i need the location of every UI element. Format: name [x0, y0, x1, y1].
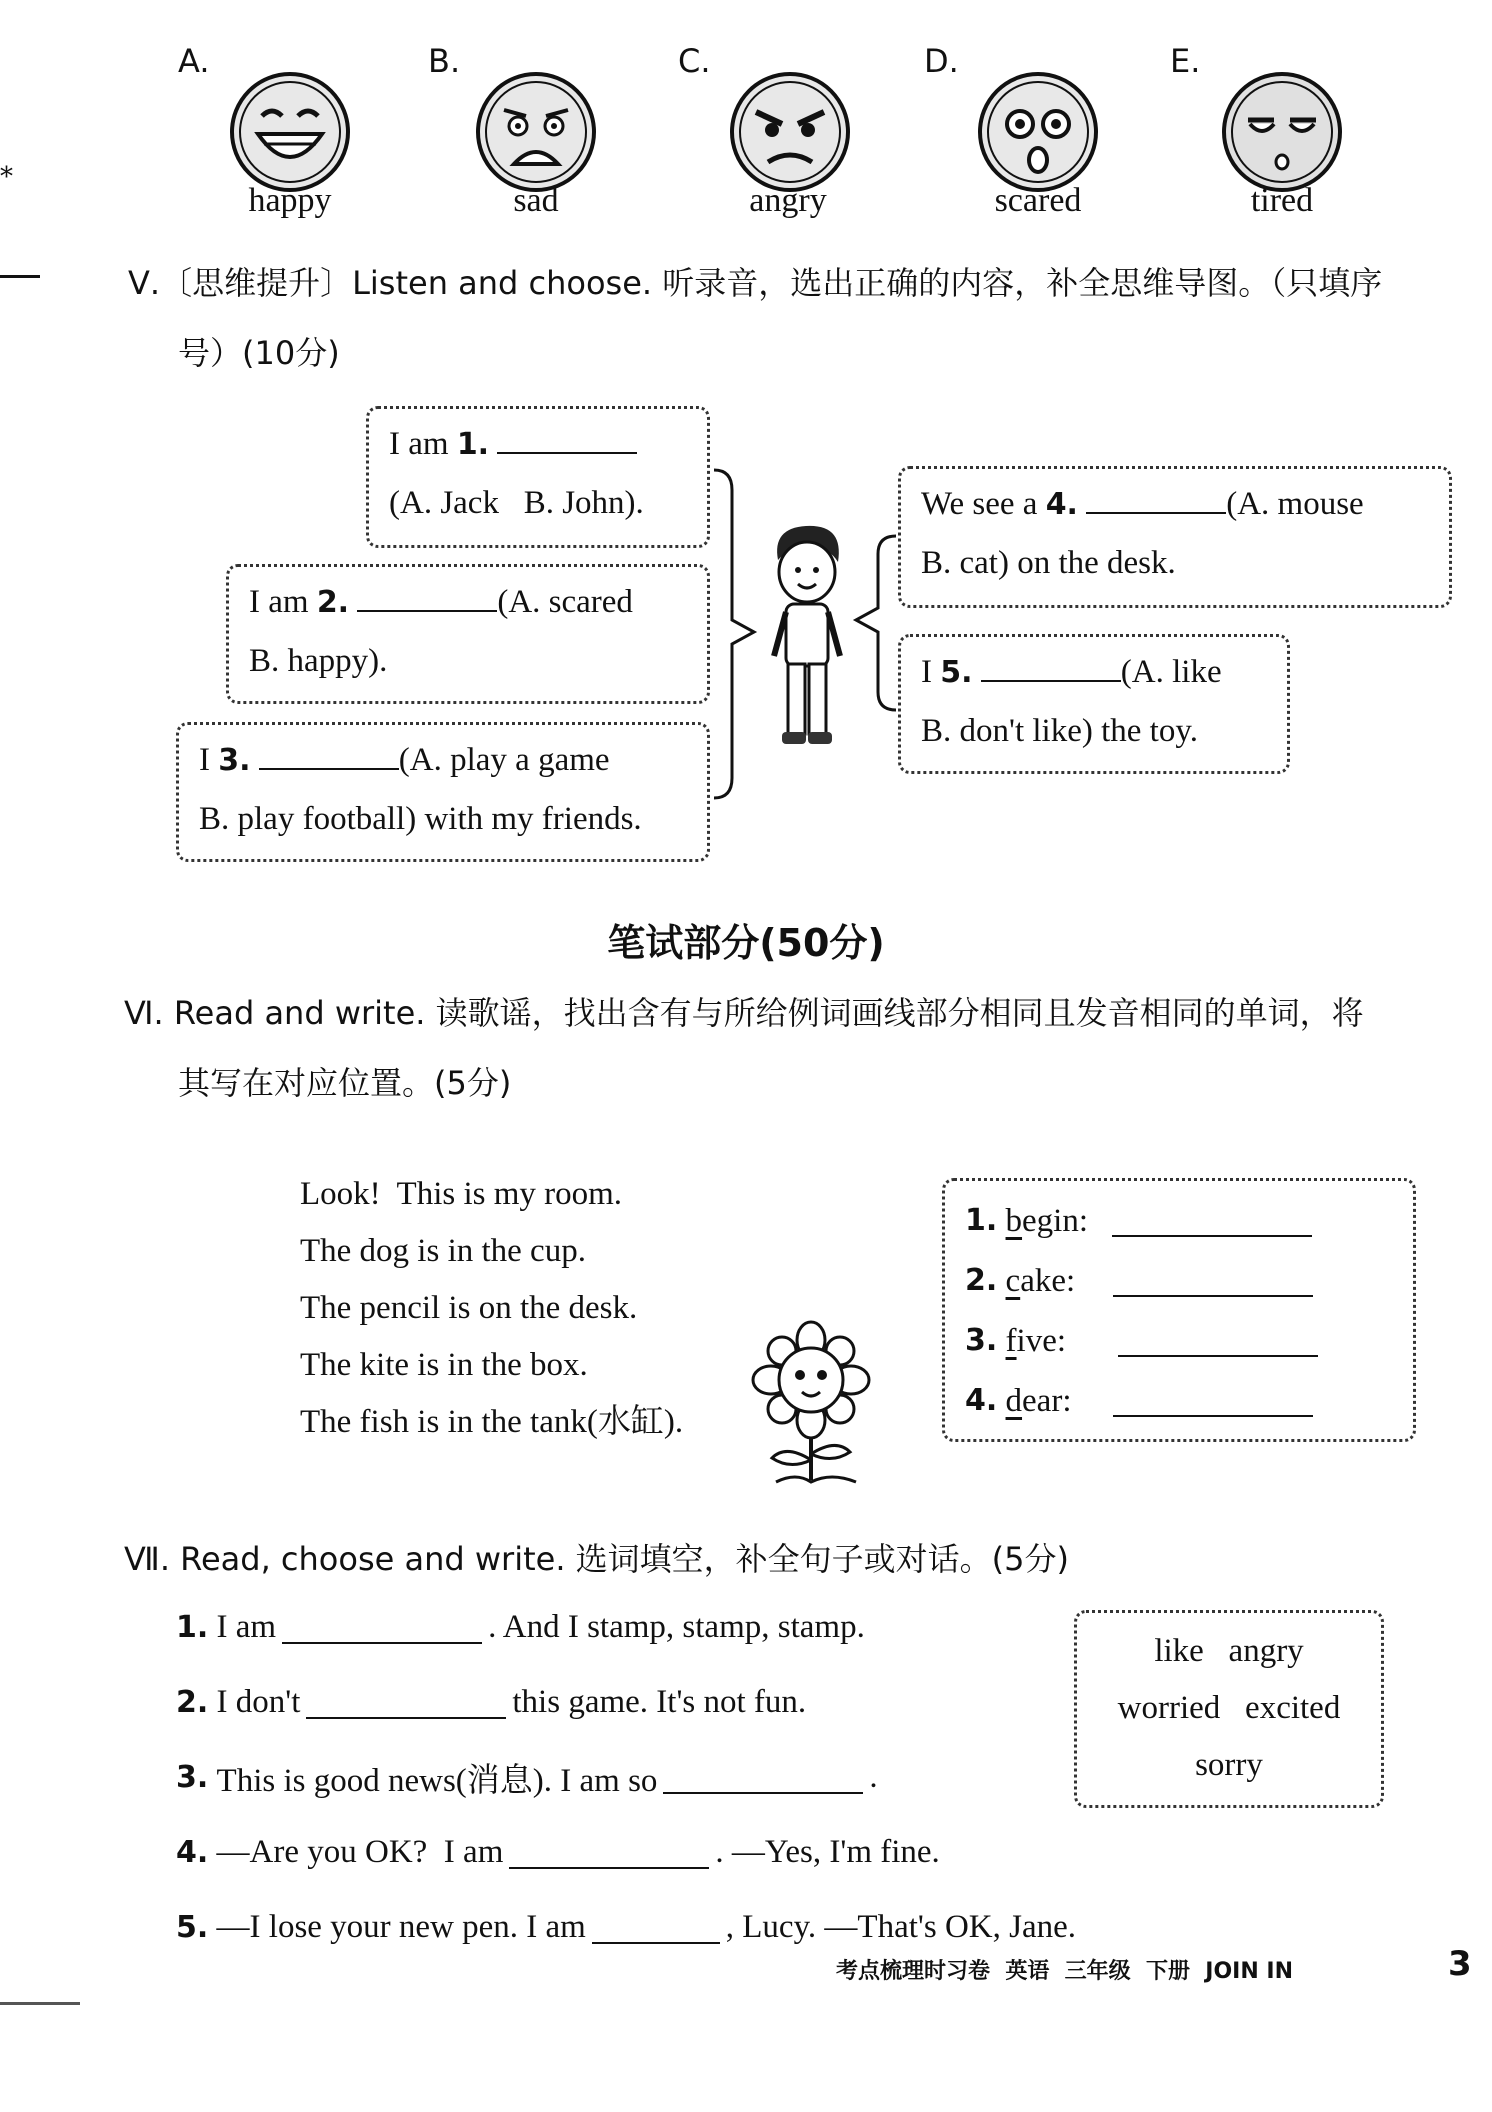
face-label-angry: angry: [749, 182, 827, 219]
face-letter-a: A.: [178, 42, 210, 80]
fill-blank-2[interactable]: [306, 1687, 506, 1719]
margin-dash-bottom: [0, 2002, 80, 2005]
scared-face-icon: [976, 70, 1100, 194]
section5-title-line2: 号）(10分): [178, 334, 340, 372]
exercise-3: 3. This is good news(消息). I am so .: [176, 1759, 878, 1799]
mindmap-box-3: I 3. (A. play a game B. play football) with my friends.: [176, 722, 710, 862]
face-letter-d: D.: [924, 42, 959, 80]
margin-mark: *: [0, 162, 13, 192]
fill-blank-5[interactable]: [592, 1912, 720, 1944]
page-number: 3: [1448, 1944, 1472, 1984]
answer-line-3[interactable]: [1118, 1325, 1318, 1357]
poem-line-4: The kite is in the box.: [300, 1347, 588, 1383]
face-label-happy: happy: [248, 182, 332, 219]
poem-line-3: The pencil is on the desk.: [300, 1290, 638, 1326]
word-bank-row-2: worried excited: [1117, 1690, 1341, 1726]
face-label-scared: scared: [994, 182, 1082, 219]
mindmap-box-5: I 5. (A. like B. don't like) the toy.: [898, 634, 1290, 774]
section6-title-line2: 其写在对应位置。(5分): [178, 1064, 512, 1102]
poem-line-5: The fish is in the tank(水缸).: [300, 1404, 684, 1440]
mindmap-box-2: I am 2. (A. scared B. happy).: [226, 564, 710, 704]
exercise-2: 2. I don't this game. It's not fun.: [176, 1684, 807, 1720]
tired-face-icon: [1220, 70, 1344, 194]
mindmap-box-4: We see a 4. (A. mouse B. cat) on the desk.: [898, 466, 1452, 608]
answer-row-1: 1. b egin:: [965, 1191, 1393, 1251]
chant-poem: [300, 1166, 760, 1451]
face-letter-c: C.: [678, 42, 711, 80]
happy-face-icon: [228, 70, 352, 194]
margin-dash: [0, 275, 40, 278]
word-bank: [1074, 1610, 1384, 1808]
faces-row: [0, 30, 1492, 230]
answer-blank-2[interactable]: [357, 580, 497, 612]
face-label-tired: tired: [1250, 182, 1314, 219]
exercise-4: 4. —Are you OK? I am . —Yes, I'm fine.: [176, 1834, 940, 1870]
word-bank-row-1: like angry: [1154, 1633, 1304, 1669]
poem-line-2: The dog is in the cup.: [300, 1233, 586, 1269]
left-bracket: [710, 460, 760, 810]
answer-line-1[interactable]: [1112, 1205, 1312, 1237]
exercise-1: 1. I am . And I stamp, stamp, stamp.: [176, 1609, 865, 1645]
poem-line-1: Look! This is my room.: [300, 1176, 623, 1212]
angry-face-icon: [728, 70, 852, 194]
exercise-5: 5. —I lose your new pen. I am , Lucy. —That's OK, Jane.: [176, 1909, 1076, 1945]
mindmap-box-1: I am 1. (A. Jack B. John).: [366, 406, 710, 548]
answer-blank-4[interactable]: [1086, 482, 1226, 514]
answer-blank-5[interactable]: [981, 650, 1121, 682]
fill-blank-3[interactable]: [663, 1762, 863, 1794]
section6-answer-box: [942, 1178, 1416, 1442]
section7-items: [176, 1590, 1076, 1965]
answer-row-3: 3. f ive:: [965, 1311, 1393, 1371]
section7-title: Ⅶ. Read, choose and write. 选词填空，补全句子或对话。(5分): [124, 1540, 1069, 1578]
written-part-title: 笔试部分(50分): [607, 921, 885, 965]
answer-row-4: 4. d ear:: [965, 1371, 1393, 1431]
right-bracket: [852, 530, 900, 720]
word-bank-row-3: sorry: [1195, 1747, 1263, 1783]
footer-text: 考点梳理时习卷 英语 三年级 下册 JOIN IN: [836, 1959, 1294, 1984]
answer-line-2[interactable]: [1113, 1265, 1313, 1297]
flower-illustration: [746, 1320, 876, 1490]
boy-illustration: [758, 520, 856, 752]
section6-title-line1: Ⅵ. Read and write. 读歌谣，找出含有与所给例词画线部分相同且发音相同的单词，将: [124, 994, 1364, 1032]
fill-blank-4[interactable]: [509, 1837, 709, 1869]
face-letter-e: E.: [1170, 42, 1201, 80]
fill-blank-1[interactable]: [282, 1612, 482, 1644]
answer-blank-1[interactable]: [497, 422, 637, 454]
section5-title-line1: Ⅴ.〔思维提升〕Listen and choose. 听录音，选出正确的内容，补全思维导图。（只填序: [128, 264, 1383, 302]
answer-row-2: 2. c ake:: [965, 1251, 1393, 1311]
answer-blank-3[interactable]: [259, 738, 399, 770]
sad-face-icon: [474, 70, 598, 194]
answer-line-4[interactable]: [1113, 1385, 1313, 1417]
face-label-sad: sad: [513, 182, 559, 219]
face-letter-b: B.: [428, 42, 461, 80]
